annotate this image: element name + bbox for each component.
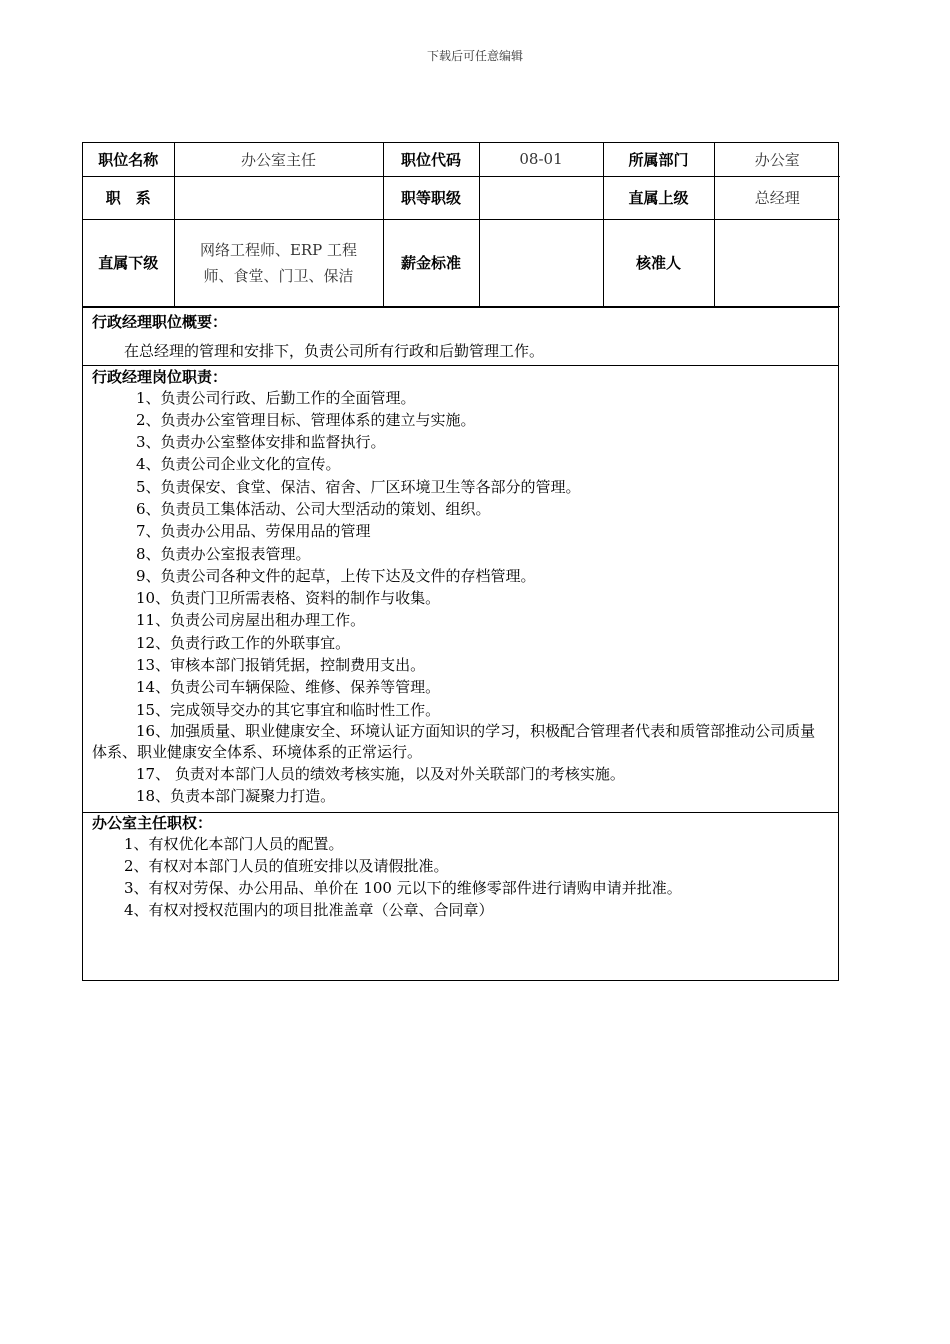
salary-standard-label: 薪金标准 [383,219,479,306]
duty-item: 16、加强质量、职业健康安全、环境认证方面知识的学习，积极配合管理者代表和质管部推动公司质量体系、职业健康安全体系、环境体系的正常运行。 [92,721,816,761]
job-grade-label: 职等职级 [383,176,479,219]
position-title-label: 职位名称 [83,143,174,176]
approver-label: 核准人 [603,219,714,306]
info-row-1 [83,143,840,176]
department-label: 所属部门 [603,143,714,176]
authority-item: 4、有权对授权范围内的项目批准盖章（公章、合同章） [124,901,494,920]
duty-item: 2、负责办公室管理目标、管理体系的建立与实施。 [136,410,476,429]
overview-title: 行政经理职位概要： [92,312,228,331]
authority-title: 办公室主任职权： [92,813,213,832]
direct-superior-label: 直属上级 [603,176,714,219]
info-row-3 [83,219,840,306]
position-code-label: 职位代码 [383,143,479,176]
duty-item: 3、负责办公室整体安排和监督执行。 [136,433,386,452]
job-grade-value [479,176,603,219]
duty-item: 4、负责公司企业文化的宣传。 [136,455,341,474]
authority-item: 3、有权对劳保、办公用品、单价在 100 元以下的维修零部件进行请购申请并批准。 [124,879,682,898]
duty-item: 12、负责行政工作的外联事宜。 [136,633,351,652]
subordinates-line-2: 师、食堂、门卫、保洁 [203,266,354,285]
duties-title: 行政经理岗位职责： [92,367,228,386]
duty-item: 8、负责办公室报表管理。 [136,544,311,563]
duty-item: 5、负责保安、食堂、保洁、宿舍、厂区环境卫生等各部分的管理。 [136,477,581,496]
job-series-label: 职 系 [83,176,174,219]
duty-item: 9、负责公司各种文件的起草，上传下达及文件的存档管理。 [136,566,536,585]
duty-item: 1、负责公司行政、后勤工作的全面管理。 [136,388,416,407]
authority-section [83,812,838,980]
info-row-2 [83,176,840,219]
subordinates-line-1: 网络工程师、ERP 工程 [199,240,358,259]
position-title-value: 办公室主任 [174,143,383,176]
salary-standard-value [479,219,603,306]
duty-item: 17、 负责对本部门人员的绩效考核实施，以及对外关联部门的考核实施。 [136,764,625,783]
position-code-value: 08-01 [479,143,603,176]
duty-item: 7、负责办公用品、劳保用品的管理 [136,522,371,541]
authority-item: 1、有权优化本部门人员的配置。 [124,834,344,853]
duty-item: 10、负责门卫所需表格、资料的制作与收集。 [136,589,441,608]
duties-section [83,365,838,812]
direct-superior-value: 总经理 [714,176,840,219]
direct-subordinates-label: 直属下级 [83,219,174,306]
job-series-value [174,176,383,219]
duty-item: 18、负责本部门凝聚力打造。 [136,787,336,806]
header-note: 下载后可任意编辑 [426,49,523,63]
overview-text: 在总经理的管理和安排下，负责公司所有行政和后勤管理工作。 [124,341,545,360]
job-description-document [82,142,839,981]
overview-section [83,307,838,365]
duty-item: 11、负责公司房屋出租办理工作。 [136,611,366,630]
duty-item: 14、负责公司车辆保险、维修、保养等管理。 [136,678,441,697]
direct-subordinates-value [174,219,383,306]
duty-item: 15、完成领导交办的其它事宜和临时性工作。 [136,700,441,719]
authority-item: 2、有权对本部门人员的值班安排以及请假批准。 [124,856,449,875]
job-info-table [83,143,840,307]
department-value: 办公室 [714,143,840,176]
duty-item: 6、负责员工集体活动、公司大型活动的策划、组织。 [136,499,491,518]
approver-value [714,219,840,306]
duty-item: 13、审核本部门报销凭据，控制费用支出。 [136,656,426,675]
